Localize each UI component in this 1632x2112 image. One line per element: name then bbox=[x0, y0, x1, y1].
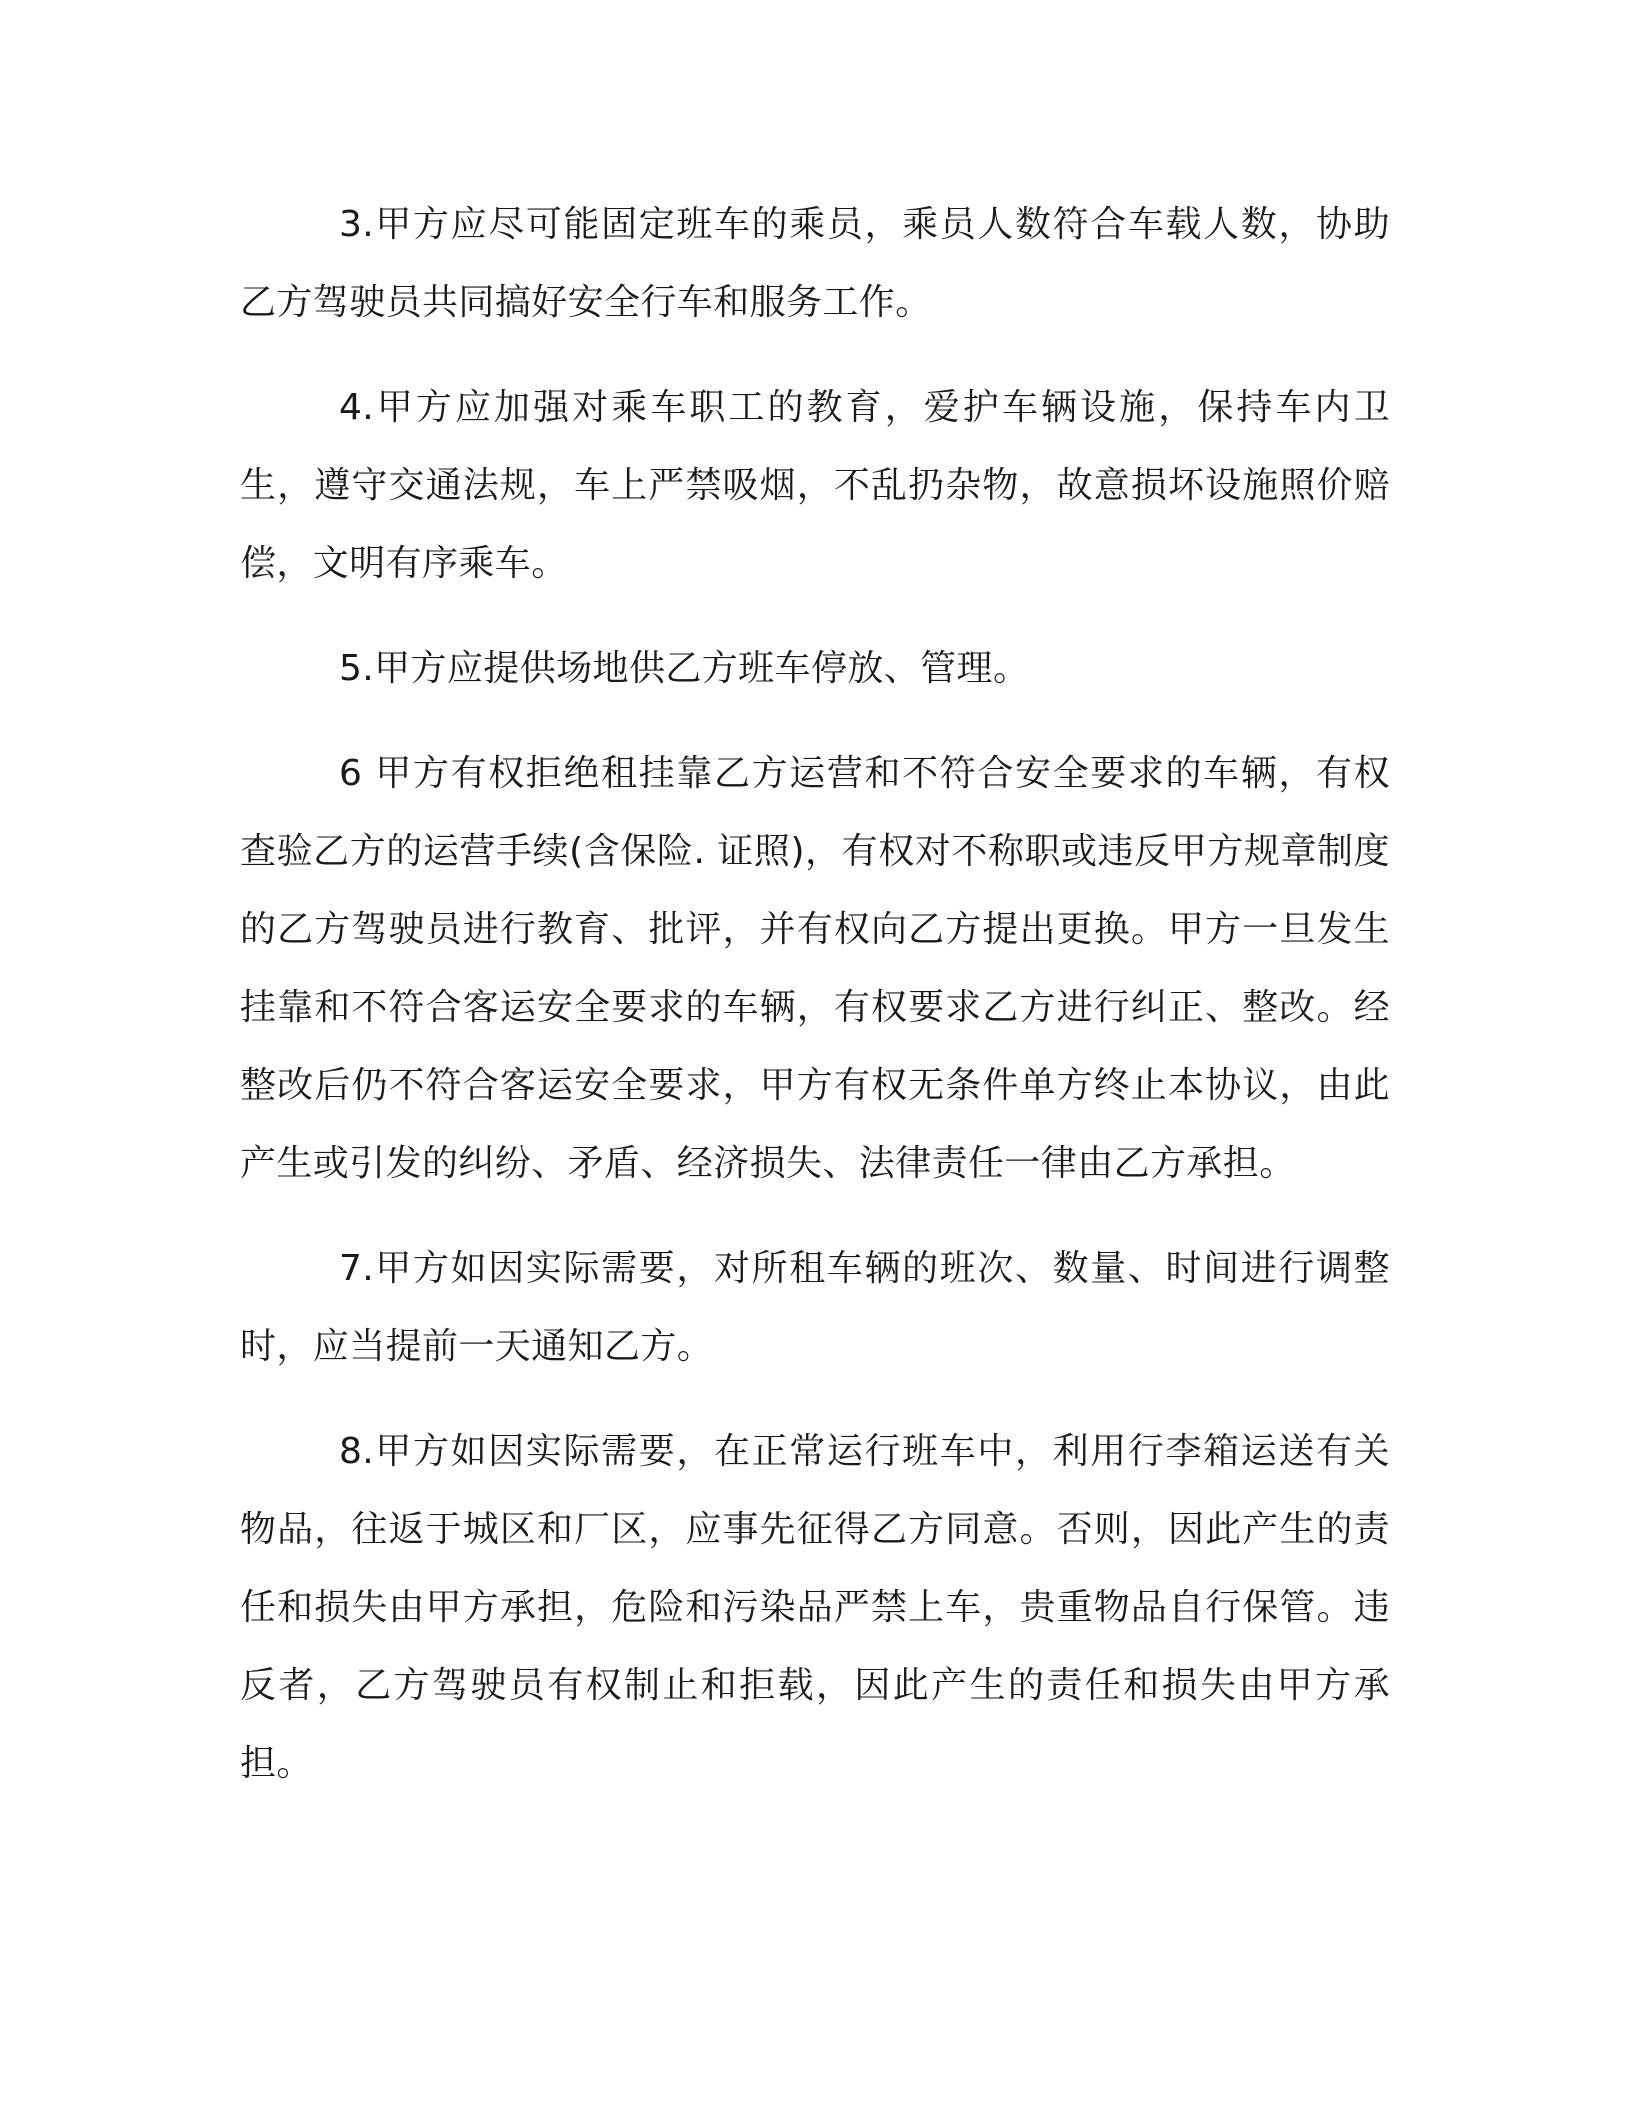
paragraph-item-8: 8.甲方如因实际需要，在正常运行班车中，利用行李箱运送有关物品，往返于城区和厂区，应事先征得乙方同意。否则，因此产生的责任和损失由甲方承担，危险和污染品严禁上车，贵重物品自行保管。违反者，乙方驾驶员有权制止和拒载，因此产生的责任和损失由甲方承担。 bbox=[240, 1431, 1390, 1784]
paragraph-item-6: 6 甲方有权拒绝租挂靠乙方运营和不符合安全要求的车辆，有权查验乙方的运营手续(含保险. 证照)，有权对不称职或违反甲方规章制度的乙方驾驶员进行教育、批评，并有权向乙方提出更换。甲方一旦发生挂靠和不符合客运安全要求的车辆，有权要求乙方进行纠正、整改。经整改后仍不符合客运安全要求，甲方有权无条件单方终止本协议，由此产生或引发的纠纷、矛盾、经济损失、法律责任一律由乙方承担。 bbox=[240, 753, 1390, 1184]
document-body bbox=[240, 186, 1390, 1830]
paragraph-item-3: 3.甲方应尽可能固定班车的乘员，乘员人数符合车载人数，协助乙方驾驶员共同搞好安全行车和服务工作。 bbox=[240, 204, 1390, 323]
paragraph-item-7: 7.甲方如因实际需要，对所租车辆的班次、数量、时间进行调整时，应当提前一天通知乙方。 bbox=[240, 1248, 1390, 1367]
paragraph-item-4: 4.甲方应加强对乘车职工的教育，爱护车辆设施，保持车内卫生，遵守交通法规，车上严禁吸烟，不乱扔杂物，故意损坏设施照价赔偿，文明有序乘车。 bbox=[240, 387, 1390, 584]
paragraph-item-5: 5.甲方应提供场地供乙方班车停放、管理。 bbox=[339, 648, 1030, 689]
